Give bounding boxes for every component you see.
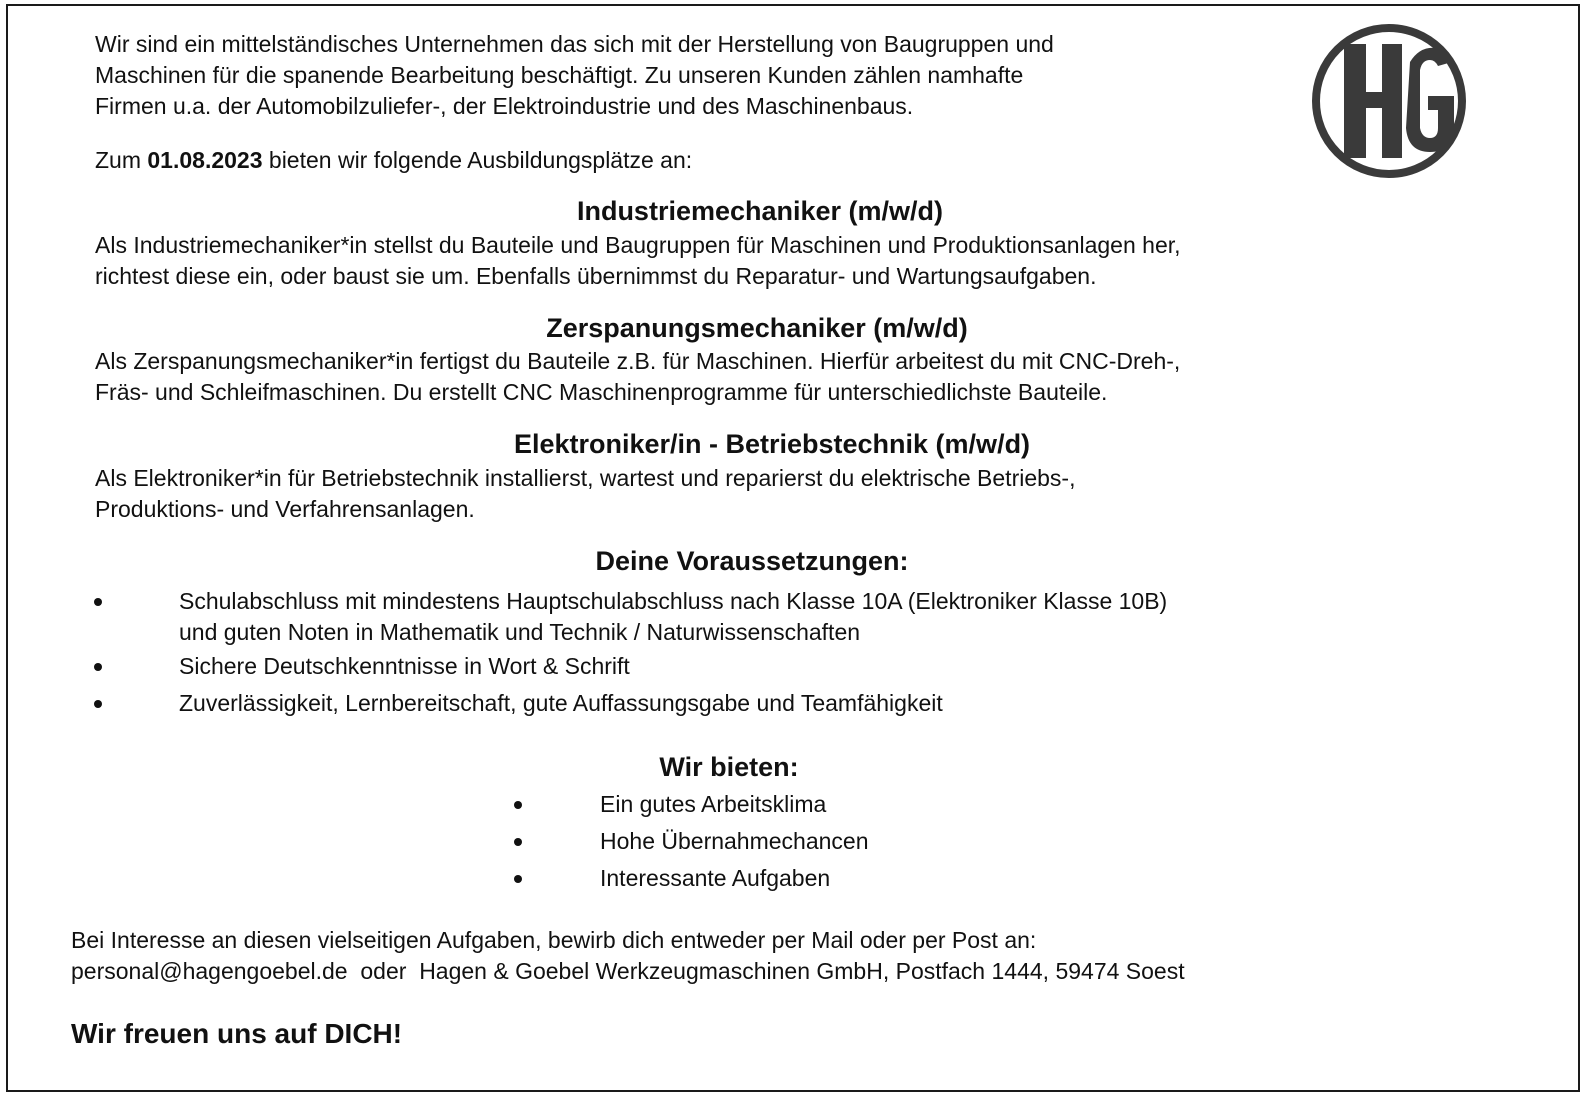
requirement-item: und guten Noten in Mathematik und Technik / Naturwissenschaften <box>179 619 861 645</box>
intro-line: Maschinen für die spanende Bearbeitung beschäftigt. Zu unseren Kunden zählen namhafte <box>95 62 1024 88</box>
job-description: Fräs- und Schleifmaschinen. Du erstellt CNC Maschinenprogramme für unterschiedlichste Bauteile. <box>95 379 1108 405</box>
job-title: Elektroniker/in - Betriebstechnik (m/w/d) <box>513 429 1031 459</box>
requirement-item: Zuverlässigkeit, Lernbereitschaft, gute Auffassungsgabe und Teamfähigkeit <box>179 690 943 716</box>
benefit-item: Interessante Aufgaben <box>600 865 831 891</box>
bullet-icon <box>94 598 102 606</box>
contact-line <box>71 956 1185 987</box>
job-description: richtest diese ein, oder baust sie um. Ebenfalls übernimmst du Reparatur- und Wartungsaufgaben. <box>95 263 1097 289</box>
job-description: Als Zerspanungsmechaniker*in fertigst du Bauteile z.B. für Maschinen. Hierfür arbeitest du mit CNC-Dreh-, <box>95 348 1181 374</box>
job-title: Industriemechaniker (m/w/d) <box>576 196 944 226</box>
closing-line: Wir freuen uns auf DICH! <box>71 1018 403 1049</box>
offer-suffix: bieten wir folgende Ausbildungsplätze an: <box>262 147 693 173</box>
bullet-icon <box>94 663 102 671</box>
offer-prefix: Zum <box>95 147 148 173</box>
requirements-title: Deine Voraussetzungen: <box>595 546 909 576</box>
benefits-title: Wir bieten: <box>659 752 799 782</box>
benefit-item: Hohe Übernahmechancen <box>600 828 869 854</box>
bullet-icon <box>94 700 102 708</box>
requirement-item: Sichere Deutschkenntnisse in Wort & Schrift <box>179 653 630 679</box>
intro-line: Wir sind ein mittelständisches Unternehmen das sich mit der Herstellung von Baugruppen und <box>95 31 1054 57</box>
bullet-icon <box>514 875 522 883</box>
contact-intro: Bei Interesse an diesen vielseitigen Aufgaben, bewirb dich entweder per Mail oder per Post an: <box>71 927 1037 953</box>
offer-line <box>95 145 692 176</box>
company-logo <box>1310 22 1468 180</box>
job-description: Als Elektroniker*in für Betriebstechnik installierst, wartest und reparierst du elektrische Betriebs-, <box>95 465 1076 491</box>
benefit-item: Ein gutes Arbeitsklima <box>600 791 827 817</box>
intro-line: Firmen u.a. der Automobilzuliefer-, der Elektroindustrie und des Maschinenbaus. <box>95 93 914 119</box>
contact-email[interactable]: personal@hagengoebel.de <box>71 958 348 984</box>
job-description: Als Industriemechaniker*in stellst du Bauteile und Baugruppen für Maschinen und Produktionsanlagen her, <box>95 232 1181 258</box>
offer-date: 01.08.2023 <box>147 147 263 173</box>
contact-address: Hagen & Goebel Werkzeugmaschinen GmbH, Postfach 1444, 59474 Soest <box>419 958 1185 984</box>
contact-separator: oder <box>347 958 420 984</box>
bullet-icon <box>514 838 522 846</box>
job-title: Zerspanungsmechaniker (m/w/d) <box>546 313 968 343</box>
requirement-item: Schulabschluss mit mindestens Hauptschulabschluss nach Klasse 10A (Elektroniker Klasse 10B) <box>179 588 1168 614</box>
bullet-icon <box>514 801 522 809</box>
job-description: Produktions- und Verfahrensanlagen. <box>95 496 475 522</box>
